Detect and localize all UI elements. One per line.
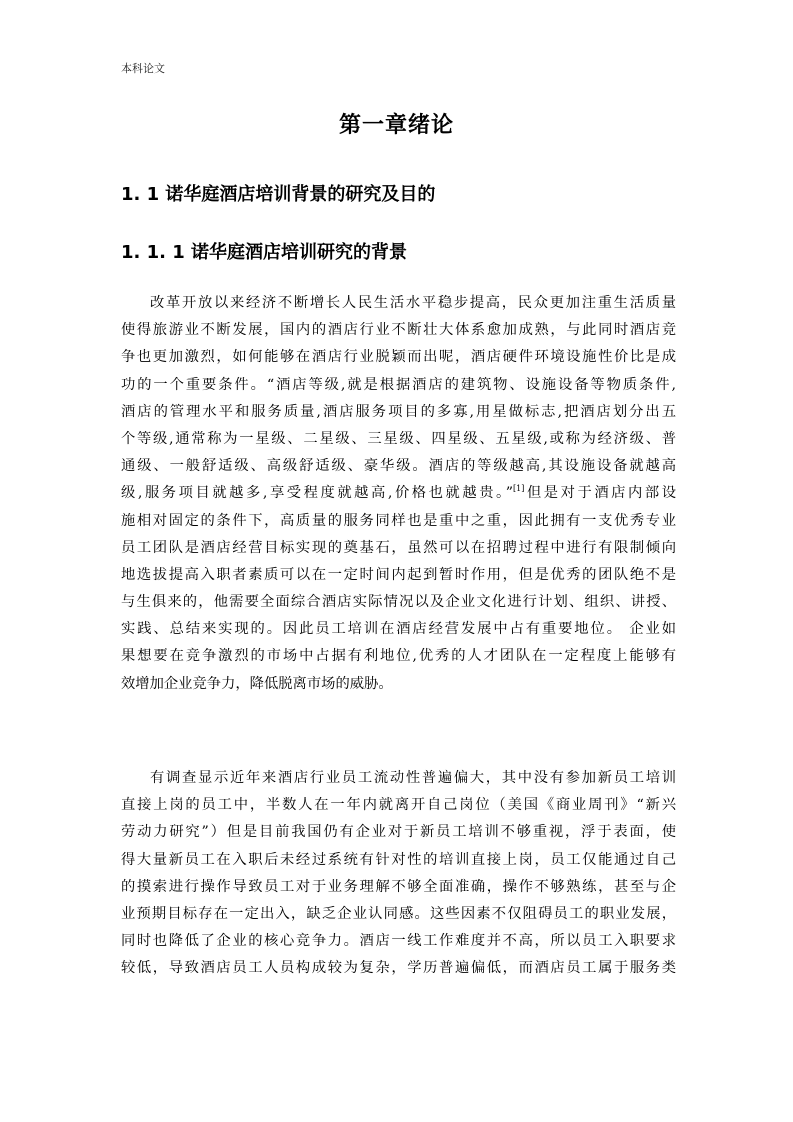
paragraph-line: 实践、总结来实现的。因此员工培训在酒店经营发展中占有重要地位。 企业如 bbox=[121, 621, 676, 638]
paragraph-line: 业预期目标存在一定出入，缺乏企业认同感。这些因素不仅阻碍员工的职业发展， bbox=[121, 905, 676, 922]
paragraph-line: 果想要在竞争激烈的市场中占据有利地位,优秀的人才团队在一定程度上能够有 bbox=[121, 648, 676, 665]
chapter-title: 第一章绪论 bbox=[338, 113, 454, 138]
paragraph-line: 的摸索进行操作导致员工对于业务理解不够全面准确，操作不够熟练，甚至与企 bbox=[121, 878, 676, 895]
paragraph-line: 劳动力研究”）但是目前我国仍有企业对于新员工培训不够重视，浮于表面，使 bbox=[121, 824, 676, 841]
paragraph-line: 直接上岗的员工中，半数人在一年内就离开自己岗位（美国《商业周刊》“新兴 bbox=[121, 797, 676, 814]
section-heading-1-1-1: 1. 1. 1 诺华庭酒店培训研究的背景 bbox=[121, 242, 408, 263]
paragraph-line: 施相对固定的条件下，高质量的服务同样也是重中之重，因此拥有一支优秀专业 bbox=[121, 512, 676, 529]
paragraph-line: 效增加企业竞争力，降低脱离市场的威胁。 bbox=[121, 675, 393, 692]
paragraph-line: 较低，导致酒店员工人员构成较为复杂，学历普遍偏低，而酒店员工属于服务类 bbox=[121, 960, 676, 977]
citation-marker: [1] bbox=[513, 484, 525, 494]
paragraph-line: 有调查显示近年来酒店行业员工流动性普遍偏大，其中没有参加新员工培训 bbox=[150, 770, 676, 786]
paragraph-line: 得大量新员工在入职后未经过系统有针对性的培训直接上岗，员工仅能通过自己 bbox=[121, 851, 676, 868]
paragraph-line-text: 级,服务项目就越多,享受程度就越高,价格也就越贵。” bbox=[121, 485, 514, 502]
paragraph-line: 功的一个重要条件。“酒店等级,就是根据酒店的建筑物、设施设备等物质条件, bbox=[121, 376, 676, 393]
paragraph-background bbox=[121, 290, 676, 698]
paragraph-line-text: 但是对于酒店内部设 bbox=[524, 485, 677, 502]
paragraph-line: 员工团队是酒店经营目标实现的奠基石，虽然可以在招聘过程中进行有限制倾向 bbox=[121, 539, 676, 556]
paragraph-line: 使得旅游业不断发展，国内的酒店行业不断壮大体系愈加成熟，与此同时酒店竞 bbox=[121, 322, 676, 339]
paragraph-line: 与生俱来的，他需要全面综合酒店实际情况以及企业文化进行计划、组织、讲授、 bbox=[121, 594, 676, 611]
paragraph-survey bbox=[121, 765, 676, 983]
paragraph-line: 地选拔提高入职者素质可以在一定时间内起到暂时作用，但是优秀的团队绝不是 bbox=[121, 566, 676, 583]
paragraph-line: 酒店的管理水平和服务质量,酒店服务项目的多寡,用星做标志,把酒店划分出五 bbox=[121, 403, 676, 420]
paragraph-line: 通级、一般舒适级、高级舒适级、豪华级。酒店的等级越高,其设施设备就越高 bbox=[121, 458, 676, 475]
paragraph-line: 个等级,通常称为一星级、二星级、三星级、四星级、五星级,或称为经济级、普 bbox=[121, 430, 676, 447]
section-heading-1-1: 1. 1 诺华庭酒店培训背景的研究及目的 bbox=[121, 184, 436, 205]
paragraph-line: 争也更加激烈，如何能够在酒店行业脱颖而出呢，酒店硬件环境设施性价比是成 bbox=[121, 349, 676, 366]
paragraph-line: 改革开放以来经济不断增长人民生活水平稳步提高，民众更加注重生活质量 bbox=[150, 295, 676, 311]
paragraph-line: 同时也降低了企业的核心竞争力。酒店一线工作难度并不高，所以员工入职要求 bbox=[121, 933, 676, 950]
running-header: 本科论文 bbox=[121, 62, 165, 75]
paragraph-line-with-citation bbox=[121, 480, 676, 507]
